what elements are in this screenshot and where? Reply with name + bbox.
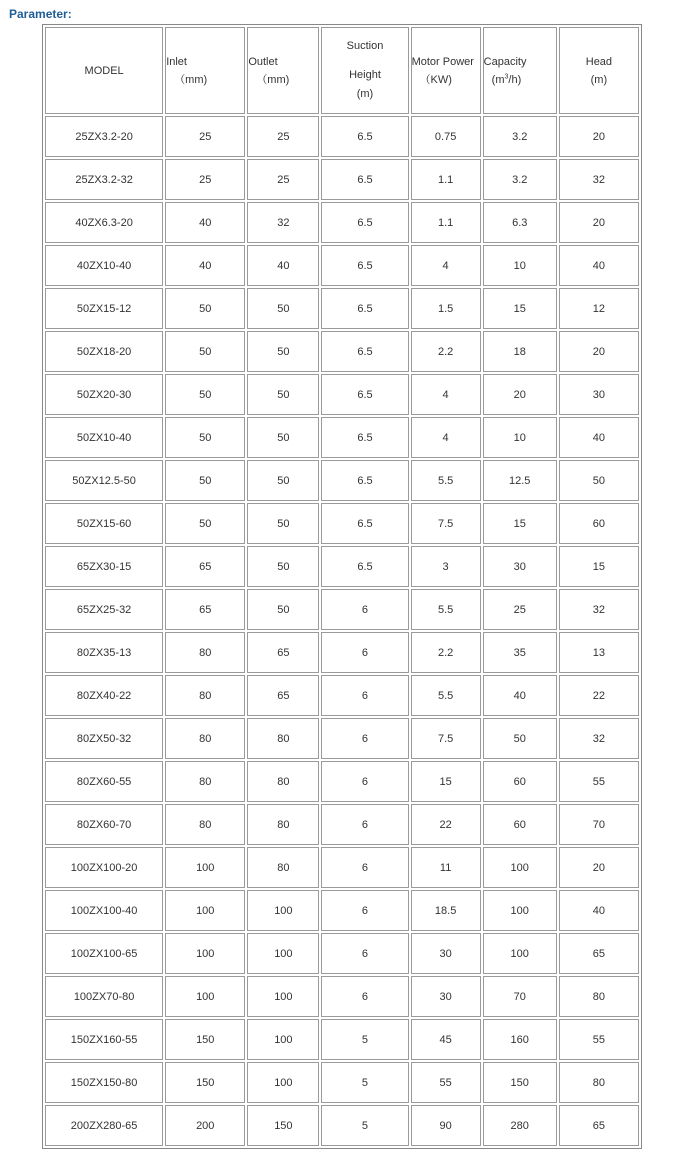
cell-model: 65ZX30-15 [45,546,163,587]
cell-model: 40ZX6.3-20 [45,202,163,243]
cell-model: 100ZX100-65 [45,933,163,974]
cell-suction: 6.5 [321,159,408,200]
cell-outlet: 65 [247,632,319,673]
cell-suction: 6 [321,589,408,630]
header-capacity-unit [484,71,556,89]
cell-model: 50ZX15-12 [45,288,163,329]
cell-inlet: 100 [165,890,245,931]
cell-suction: 6 [321,718,408,759]
cell-head: 30 [559,374,639,415]
cell-inlet: 50 [165,503,245,544]
cell-power: 3 [411,546,481,587]
cell-capacity: 60 [483,761,557,802]
cell-capacity: 30 [483,546,557,587]
cell-power: 7.5 [411,503,481,544]
cell-capacity: 35 [483,632,557,673]
cell-capacity: 280 [483,1105,557,1146]
cell-head: 40 [559,245,639,286]
section-title: Parameter: [9,7,72,21]
cell-model: 50ZX10-40 [45,417,163,458]
cell-suction: 6.5 [321,417,408,458]
cell-outlet: 80 [247,718,319,759]
cell-capacity: 10 [483,245,557,286]
cell-power: 1.1 [411,202,481,243]
cell-inlet: 50 [165,417,245,458]
cell-head: 65 [559,933,639,974]
cell-model: 50ZX12.5-50 [45,460,163,501]
header-power-unit: （KW) [419,73,452,86]
cell-power: 4 [411,374,481,415]
cell-outlet: 50 [247,460,319,501]
cell-inlet: 80 [165,632,245,673]
table-row [45,417,639,458]
cell-model: 100ZX70-80 [45,976,163,1017]
cell-outlet: 100 [247,890,319,931]
cell-inlet: 100 [165,933,245,974]
header-capacity-unit-sup: 3 [504,72,509,80]
cell-inlet: 25 [165,116,245,157]
header-capacity-unit-b: /h) [508,73,522,86]
header-inlet-unit: （mm) [174,73,208,86]
cell-model: 80ZX35-13 [45,632,163,673]
cell-power: 7.5 [411,718,481,759]
header-head-unit: (m) [590,73,608,86]
cell-outlet: 25 [247,159,319,200]
cell-outlet: 100 [247,933,319,974]
cell-capacity: 18 [483,331,557,372]
cell-suction: 6.5 [321,460,408,501]
cell-power: 18.5 [411,890,481,931]
cell-inlet: 50 [165,288,245,329]
cell-suction: 6 [321,675,408,716]
cell-head: 55 [559,1019,639,1060]
table-body [45,116,639,1146]
cell-power: 45 [411,1019,481,1060]
cell-outlet: 150 [247,1105,319,1146]
table-row [45,890,639,931]
cell-suction: 6 [321,804,408,845]
cell-model: 50ZX18-20 [45,331,163,372]
cell-power: 30 [411,933,481,974]
table-row [45,159,639,200]
cell-capacity: 160 [483,1019,557,1060]
cell-outlet: 25 [247,116,319,157]
cell-inlet: 100 [165,976,245,1017]
cell-head: 70 [559,804,639,845]
cell-model: 50ZX15-60 [45,503,163,544]
cell-capacity: 50 [483,718,557,759]
cell-model: 25ZX3.2-20 [45,116,163,157]
cell-model: 50ZX20-30 [45,374,163,415]
cell-capacity: 10 [483,417,557,458]
cell-head: 80 [559,976,639,1017]
header-head [559,27,639,114]
header-row [45,27,639,114]
cell-suction: 6.5 [321,331,408,372]
cell-capacity: 40 [483,675,557,716]
cell-suction: 6.5 [321,374,408,415]
cell-outlet: 80 [247,847,319,888]
cell-model: 80ZX60-70 [45,804,163,845]
cell-inlet: 40 [165,245,245,286]
cell-model: 80ZX40-22 [45,675,163,716]
parameter-table [43,25,641,1148]
cell-outlet: 50 [247,546,319,587]
cell-capacity: 12.5 [483,460,557,501]
cell-suction: 5 [321,1062,408,1103]
table-row [45,331,639,372]
cell-power: 2.2 [411,632,481,673]
cell-power: 11 [411,847,481,888]
table-row [45,761,639,802]
cell-head: 20 [559,847,639,888]
header-capacity-label: Capacity [483,55,527,68]
cell-suction: 6 [321,761,408,802]
cell-capacity: 70 [483,976,557,1017]
cell-power: 5.5 [411,589,481,630]
cell-power: 4 [411,245,481,286]
cell-outlet: 40 [247,245,319,286]
cell-outlet: 50 [247,374,319,415]
table-row [45,718,639,759]
cell-capacity: 3.2 [483,159,557,200]
cell-power: 15 [411,761,481,802]
cell-power: 30 [411,976,481,1017]
cell-model: 25ZX3.2-32 [45,159,163,200]
cell-suction: 6.5 [321,546,408,587]
cell-suction: 6 [321,933,408,974]
header-outlet-label: Outlet [248,55,278,68]
cell-head: 32 [559,159,639,200]
cell-power: 5.5 [411,460,481,501]
cell-outlet: 50 [247,589,319,630]
cell-head: 80 [559,1062,639,1103]
cell-capacity: 100 [483,847,557,888]
table-row [45,1019,639,1060]
cell-inlet: 200 [165,1105,245,1146]
cell-inlet: 150 [165,1019,245,1060]
parameter-table-frame [42,24,642,1149]
cell-outlet: 50 [247,288,319,329]
cell-inlet: 50 [165,460,245,501]
header-head-label: Head [585,55,613,68]
cell-model: 80ZX60-55 [45,761,163,802]
cell-outlet: 100 [247,1062,319,1103]
cell-capacity: 100 [483,933,557,974]
cell-model: 40ZX10-40 [45,245,163,286]
cell-capacity: 100 [483,890,557,931]
table-row [45,632,639,673]
header-model: MODEL [45,27,163,114]
header-power-label: Motor Power [411,55,474,68]
table-row [45,546,639,587]
cell-head: 40 [559,417,639,458]
cell-power: 22 [411,804,481,845]
cell-capacity: 150 [483,1062,557,1103]
cell-head: 20 [559,331,639,372]
cell-capacity: 20 [483,374,557,415]
header-suction-label: Suction [346,40,384,52]
cell-suction: 6.5 [321,202,408,243]
cell-head: 12 [559,288,639,329]
cell-inlet: 65 [165,546,245,587]
cell-inlet: 25 [165,159,245,200]
cell-power: 4 [411,417,481,458]
header-power [411,27,481,114]
cell-model: 100ZX100-40 [45,890,163,931]
cell-head: 55 [559,761,639,802]
table-row [45,675,639,716]
cell-power: 1.5 [411,288,481,329]
cell-model: 200ZX280-65 [45,1105,163,1146]
table-row [45,804,639,845]
cell-suction: 6.5 [321,503,408,544]
cell-capacity: 6.3 [483,202,557,243]
cell-suction: 6.5 [321,288,408,329]
cell-power: 90 [411,1105,481,1146]
cell-outlet: 100 [247,1019,319,1060]
cell-capacity: 15 [483,288,557,329]
cell-suction: 5 [321,1019,408,1060]
cell-suction: 6.5 [321,116,408,157]
header-inlet [165,27,245,114]
table-row [45,288,639,329]
cell-model: 80ZX50-32 [45,718,163,759]
cell-head: 50 [559,460,639,501]
cell-power: 2.2 [411,331,481,372]
table-row [45,116,639,157]
cell-head: 22 [559,675,639,716]
cell-suction: 6 [321,976,408,1017]
cell-outlet: 50 [247,331,319,372]
table-row [45,202,639,243]
table-row [45,847,639,888]
header-suction-label-2: Height [349,69,381,81]
cell-capacity: 60 [483,804,557,845]
header-outlet-unit: （mm) [256,73,290,86]
header-outlet [247,27,319,114]
table-row [45,374,639,415]
table-row [45,1105,639,1146]
cell-inlet: 40 [165,202,245,243]
table-row [45,976,639,1017]
cell-head: 40 [559,890,639,931]
cell-head: 15 [559,546,639,587]
cell-model: 65ZX25-32 [45,589,163,630]
cell-outlet: 50 [247,417,319,458]
cell-inlet: 50 [165,331,245,372]
cell-suction: 6 [321,632,408,673]
cell-capacity: 3.2 [483,116,557,157]
header-suction [321,27,408,114]
table-row [45,460,639,501]
table-row [45,589,639,630]
cell-suction: 5 [321,1105,408,1146]
cell-inlet: 80 [165,675,245,716]
cell-head: 13 [559,632,639,673]
cell-power: 1.1 [411,159,481,200]
cell-suction: 6 [321,890,408,931]
table-row [45,245,639,286]
cell-power: 55 [411,1062,481,1103]
cell-inlet: 50 [165,374,245,415]
cell-inlet: 80 [165,804,245,845]
cell-power: 0.75 [411,116,481,157]
cell-outlet: 80 [247,804,319,845]
cell-capacity: 15 [483,503,557,544]
table-row [45,1062,639,1103]
header-capacity [483,27,557,114]
cell-outlet: 50 [247,503,319,544]
cell-outlet: 80 [247,761,319,802]
header-suction-unit: (m) [356,88,374,100]
header-inlet-label: Inlet [166,55,187,68]
cell-head: 65 [559,1105,639,1146]
cell-head: 32 [559,589,639,630]
cell-capacity: 25 [483,589,557,630]
cell-inlet: 80 [165,718,245,759]
cell-suction: 6.5 [321,245,408,286]
cell-head: 20 [559,116,639,157]
cell-head: 60 [559,503,639,544]
table-row [45,503,639,544]
cell-inlet: 100 [165,847,245,888]
cell-inlet: 80 [165,761,245,802]
header-capacity-unit-a: (m [491,73,505,86]
cell-inlet: 150 [165,1062,245,1103]
cell-inlet: 65 [165,589,245,630]
cell-model: 150ZX150-80 [45,1062,163,1103]
cell-outlet: 32 [247,202,319,243]
cell-suction: 6 [321,847,408,888]
cell-head: 32 [559,718,639,759]
cell-model: 100ZX100-20 [45,847,163,888]
cell-power: 5.5 [411,675,481,716]
cell-outlet: 100 [247,976,319,1017]
cell-head: 20 [559,202,639,243]
cell-outlet: 65 [247,675,319,716]
table-row [45,933,639,974]
cell-model: 150ZX160-55 [45,1019,163,1060]
